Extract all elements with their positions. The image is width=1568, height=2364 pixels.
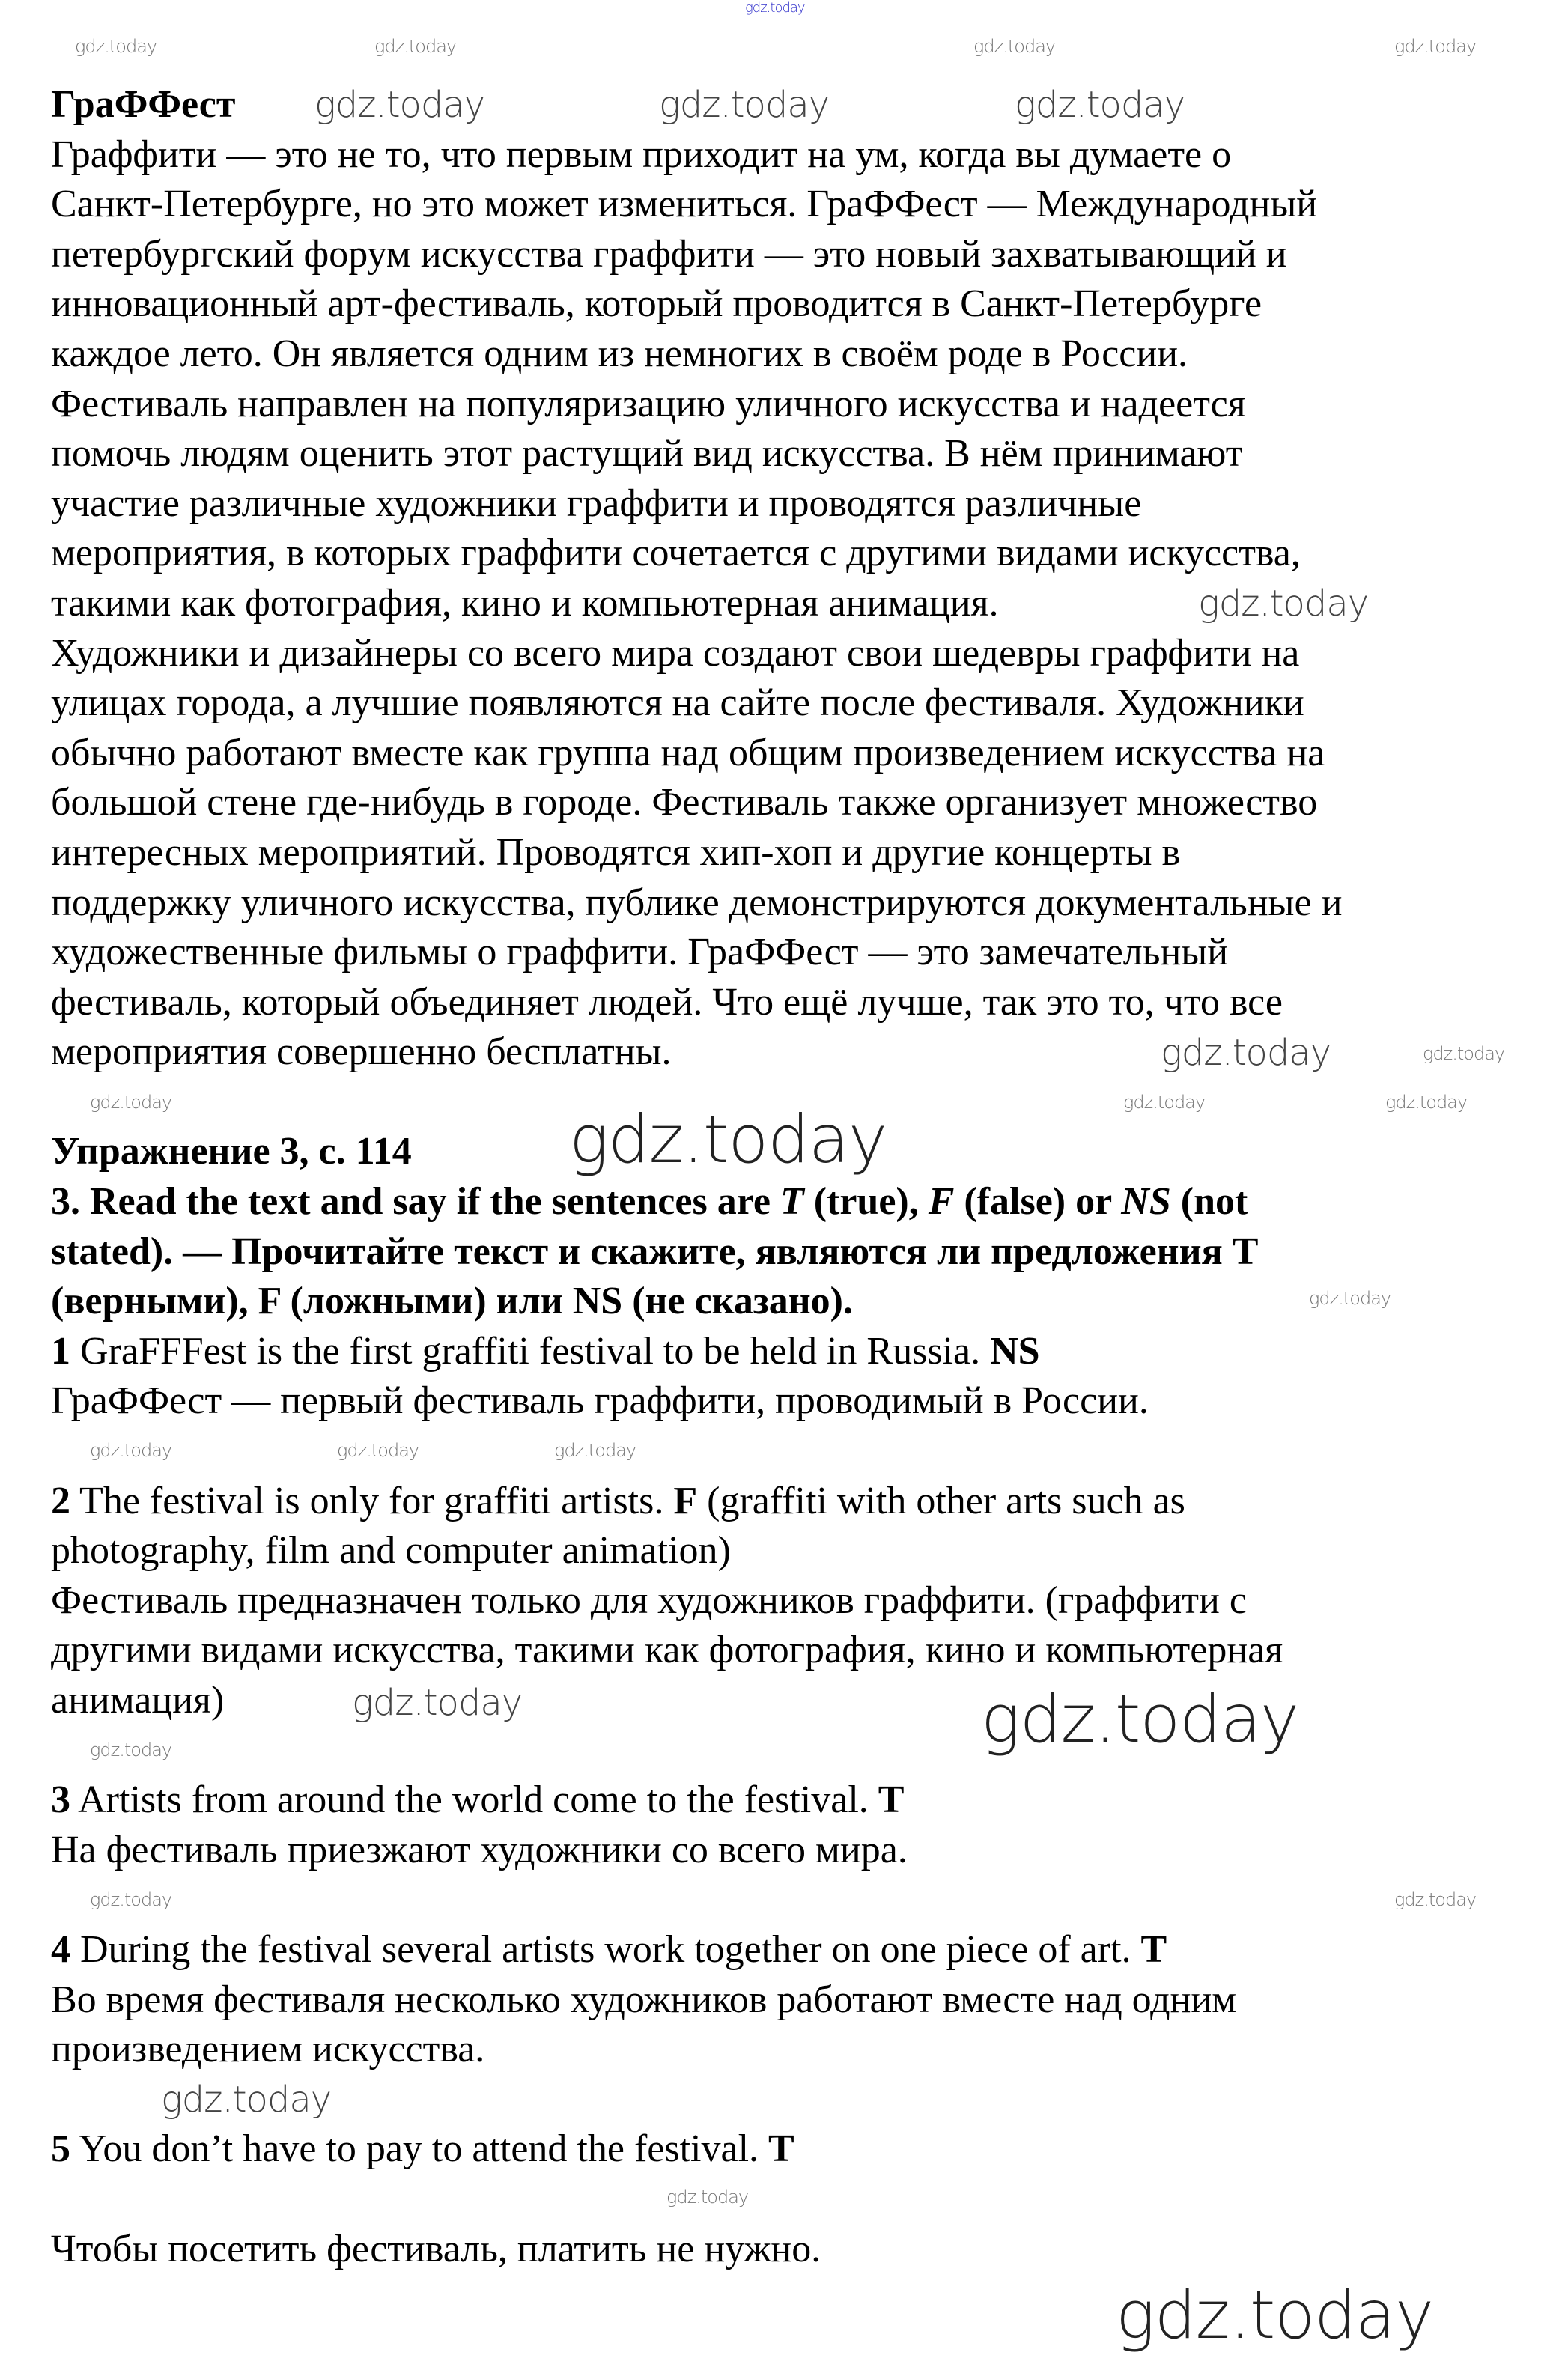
text-line xyxy=(51,978,1283,1028)
text-line xyxy=(51,1925,1167,1975)
text-line xyxy=(51,629,1299,679)
text-line xyxy=(51,529,1301,579)
text-segment: F xyxy=(673,1479,698,1522)
text-segment: GraFFFest is the first graffiti festival to be held in Russia. xyxy=(70,1329,991,1373)
watermark: gdz.today xyxy=(90,1440,172,1461)
watermark: gdz.today xyxy=(90,1889,172,1910)
watermark: gdz.today xyxy=(1198,583,1369,625)
text-line xyxy=(51,130,1231,180)
text-segment: 5 xyxy=(51,2127,70,2171)
text-segment: художественные фильмы о граффити. ГраФФест — это замечательный xyxy=(51,931,1229,974)
text-segment: F xyxy=(928,1180,955,1224)
text-segment: You don’t have to pay to attend the festival. xyxy=(70,2127,769,2171)
watermark: gdz.today xyxy=(659,84,830,126)
text-segment: (false) or xyxy=(954,1180,1122,1224)
watermark: gdz.today xyxy=(90,1092,172,1113)
text-line xyxy=(51,1277,853,1327)
text-line xyxy=(51,1526,731,1576)
text-line xyxy=(51,828,1180,878)
text-line xyxy=(51,329,1188,380)
text-line xyxy=(51,230,1287,280)
text-line xyxy=(51,1975,1236,2026)
text-line xyxy=(51,180,1317,230)
watermark: gdz.today xyxy=(314,84,485,126)
text-line xyxy=(51,778,1317,828)
text-segment: произведением искусства. xyxy=(51,2028,485,2071)
text-segment: 3. Read the text and say if the sentences are xyxy=(51,1180,780,1224)
text-line xyxy=(51,1227,1258,1277)
watermark: gdz.today xyxy=(337,1440,419,1461)
text-line xyxy=(51,678,1304,729)
text-segment: инновационный арт-фестиваль, который проводится в Санкт-Петербурге xyxy=(51,282,1262,326)
text-line xyxy=(51,1027,671,1078)
text-segment: photography, film and computer animation) xyxy=(51,1529,731,1573)
text-line xyxy=(51,380,1246,430)
text-line xyxy=(51,2225,821,2275)
text-segment: T xyxy=(1140,1927,1167,1971)
text-segment: анимация) xyxy=(51,1679,225,1722)
text-segment: 1 xyxy=(51,1329,70,1373)
text-segment: интересных мероприятий. Проводятся хип-хоп и другие концерты в xyxy=(51,830,1181,874)
text-line xyxy=(51,1177,1248,1227)
text-segment: (graffiti with other arts such as xyxy=(697,1479,1185,1522)
text-segment: Во время фестиваля несколько художников работают вместе над одним xyxy=(51,1978,1237,2021)
text-segment: улицах города, а лучшие появляются на сайте после фестиваля. Художники xyxy=(51,681,1304,725)
text-segment: NS xyxy=(990,1329,1040,1373)
text-segment: NS xyxy=(1121,1180,1171,1224)
text-segment: T xyxy=(768,2127,794,2171)
text-segment: мероприятия совершенно бесплатны. xyxy=(51,1030,672,1074)
watermark: gdz.today xyxy=(1123,1092,1206,1113)
text-segment: Фестиваль направлен на популяризацию уличного искусства и надеется xyxy=(51,382,1246,425)
watermark: gdz.today xyxy=(745,0,805,16)
text-segment: 3 xyxy=(51,1778,70,1822)
text-segment: The festival is only for graffiti artists. xyxy=(70,1479,674,1522)
text-line xyxy=(51,928,1228,978)
text-line xyxy=(51,2124,794,2175)
text-segment: Санкт-Петербурге, но это может измениться. ГраФФест — Международный xyxy=(51,183,1318,226)
text-line xyxy=(51,579,999,629)
text-segment: (true), xyxy=(803,1180,929,1224)
text-segment: участие различные художники граффити и проводятся различные xyxy=(51,481,1142,525)
text-segment: Чтобы посетить фестиваль, платить не нужно. xyxy=(51,2227,821,2270)
text-segment: Упражнение 3, с. 114 xyxy=(51,1130,412,1173)
text-segment: T xyxy=(878,1778,905,1822)
watermark: gdz.today xyxy=(1394,1889,1477,1910)
text-segment: T xyxy=(780,1180,804,1224)
text-line xyxy=(51,1327,1040,1377)
text-segment: Artists from around the world come to the festival. xyxy=(70,1778,878,1822)
watermark: gdz.today xyxy=(1161,1032,1331,1074)
text-segment: большой стене где-нибудь в городе. Фестиваль также организует множество xyxy=(51,781,1318,824)
text-segment: фестиваль, который объединяет людей. Что ещё лучше, так это то, что все xyxy=(51,980,1283,1024)
text-segment: Художники и дизайнеры со всего мира создают свои шедевры граффити на xyxy=(51,631,1300,675)
text-segment: Граффити — это не то, что первым приходит на ум, когда вы думаете о xyxy=(51,133,1232,176)
watermark: gdz.today xyxy=(666,2187,749,2207)
text-segment: (not xyxy=(1170,1180,1248,1224)
watermark: gdz.today xyxy=(90,1739,172,1760)
text-segment: петербургский форум искусства граффити — это новый захватывающий и xyxy=(51,232,1287,276)
text-segment: обычно работают вместе как группа над общим произведением искусства на xyxy=(51,731,1325,774)
text-segment: 4 xyxy=(51,1927,70,1971)
text-line xyxy=(51,1626,1283,1676)
text-line xyxy=(51,1376,1149,1426)
watermark: gdz.today xyxy=(1394,36,1477,57)
watermark: gdz.today xyxy=(1309,1288,1391,1309)
text-segment: During the festival several artists work together on one piece of art. xyxy=(70,1927,1141,1971)
text-segment: 2 xyxy=(51,1479,70,1522)
text-line xyxy=(51,1775,904,1826)
text-line xyxy=(51,729,1325,779)
watermark: gdz.today xyxy=(554,1440,636,1461)
text-segment: помочь людям оценить этот растущий вид искусства. В нём принимают xyxy=(51,432,1243,475)
watermark: gdz.today xyxy=(973,36,1056,57)
watermark: gdz.today xyxy=(1385,1092,1468,1113)
text-segment: (верными), F (ложными) или NS (не сказано). xyxy=(51,1280,854,1323)
text-segment: stated). — Прочитайте текст и скажите, являются ли предложения T xyxy=(51,1230,1259,1273)
watermark: gdz.today xyxy=(1423,1043,1505,1064)
text-segment: Фестиваль предназначен только для художников граффити. (граффити с xyxy=(51,1578,1247,1622)
text-line xyxy=(51,1477,1185,1527)
watermark: gdz.today xyxy=(75,36,157,57)
watermark: gdz.today xyxy=(1015,84,1185,126)
text-line xyxy=(51,1676,224,1726)
watermark: gdz.today xyxy=(352,1682,523,1724)
text-line xyxy=(51,2025,484,2075)
text-line xyxy=(51,878,1342,929)
text-segment: мероприятия, в которых граффити сочетается с другими видами искусства, xyxy=(51,532,1301,575)
text-line xyxy=(51,279,1262,329)
text-segment: На фестиваль приезжают художники со всего мира. xyxy=(51,1828,908,1871)
text-line xyxy=(51,1576,1247,1626)
watermark: gdz.today xyxy=(1116,2276,1434,2354)
text-segment: ГраФФест xyxy=(51,83,236,126)
text-line xyxy=(51,80,235,130)
watermark: gdz.today xyxy=(161,2079,332,2121)
watermark: gdz.today xyxy=(981,1680,1299,1757)
text-line xyxy=(51,479,1141,529)
text-line xyxy=(51,1826,908,1876)
text-segment: поддержку уличного искусства, публике демонстрируются документальные и xyxy=(51,881,1343,924)
text-line xyxy=(51,1127,412,1177)
text-line xyxy=(51,429,1242,479)
text-segment: ГраФФест — первый фестиваль граффити, проводимый в России. xyxy=(51,1379,1149,1423)
text-segment: такими как фотография, кино и компьютерная анимация. xyxy=(51,581,999,625)
text-segment: другими видами искусства, такими как фотография, кино и компьютерная xyxy=(51,1629,1283,1672)
watermark: gdz.today xyxy=(569,1101,887,1178)
watermark: gdz.today xyxy=(374,36,457,57)
text-segment: каждое лето. Он является одним из немногих в своём роде в России. xyxy=(51,332,1188,375)
